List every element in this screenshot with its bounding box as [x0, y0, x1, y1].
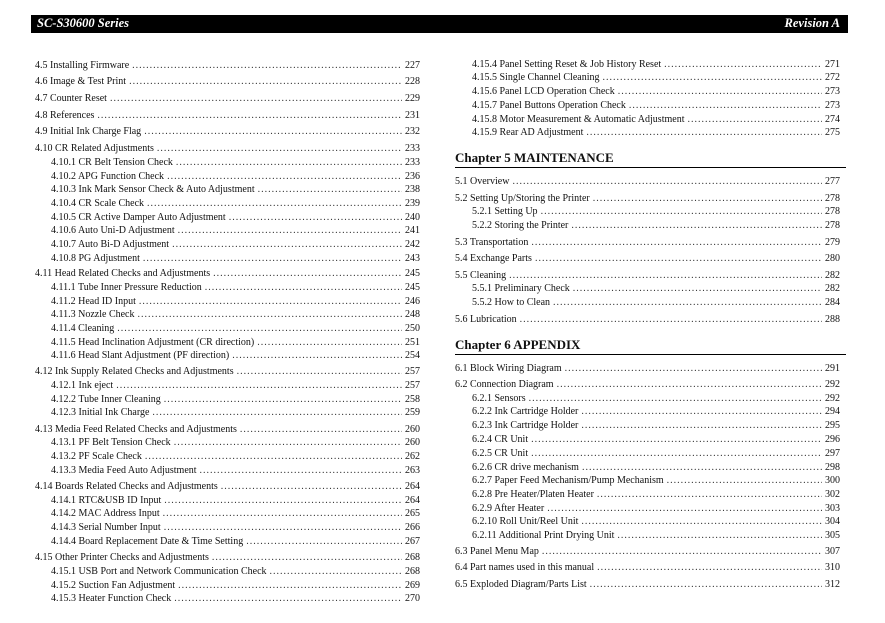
toc-dot-leader: [270, 566, 402, 578]
toc-entry-title: 4.14 Boards Related Checks and Adjustments: [35, 481, 218, 492]
toc-entry[interactable]: [51, 296, 420, 308]
toc-entry-title: 4.13 Media Feed Related Checks and Adjustments: [35, 424, 237, 435]
toc-dot-leader: [667, 475, 822, 487]
toc-entry-title: 4.14.2 MAC Address Input: [51, 508, 160, 519]
chapter-5-rule: [455, 167, 846, 168]
toc-entry-page-number: 272: [825, 72, 840, 83]
toc-dot-leader: [164, 522, 402, 534]
toc-entry-title: 4.10.4 CR Scale Check: [51, 198, 145, 209]
toc-entry-title: 4.11.3 Nozzle Check: [51, 309, 135, 320]
toc-dot-leader: [200, 465, 402, 477]
toc-entry-page-number: 246: [405, 296, 420, 307]
chapter-6-rule: [455, 354, 846, 355]
toc-entry-title: 6.5 Exploded Diagram/Parts List: [455, 579, 587, 590]
toc-entry-title: 6.1 Block Wiring Diagram: [455, 363, 562, 374]
toc-entry-title: 4.10.2 APG Function Check: [51, 171, 165, 182]
toc-entry-title: 4.13.1 PF Belt Tension Check: [51, 437, 171, 448]
toc-entry-title: 6.2.5 CR Unit: [472, 448, 529, 459]
toc-dot-leader: [212, 552, 402, 564]
toc-dot-leader: [246, 536, 402, 548]
toc-entry-title: 6.2.8 Pre Heater/Platen Heater: [472, 489, 594, 500]
toc-entry-title: 4.15.4 Panel Setting Reset & Job History Reset: [472, 59, 662, 70]
toc-entry[interactable]: [51, 437, 420, 449]
toc-entry-page-number: 264: [405, 481, 420, 492]
toc-dot-leader: [205, 282, 402, 294]
toc-entry-title: 6.3 Panel Menu Map: [455, 546, 539, 557]
toc-entry[interactable]: [455, 314, 840, 326]
toc-entry-title: 4.14.1 RTC&USB ID Input: [51, 495, 162, 506]
toc-entry-page-number: 278: [825, 206, 840, 217]
toc-dot-leader: [174, 593, 402, 605]
toc-dot-leader: [144, 126, 402, 138]
toc-dot-leader: [167, 171, 402, 183]
toc-entry[interactable]: [51, 566, 420, 578]
toc-entry-title: 5.2.1 Setting Up: [472, 206, 538, 217]
toc-dot-leader: [240, 424, 402, 436]
toc-entry[interactable]: [455, 546, 840, 558]
toc-entry-page-number: 260: [405, 424, 420, 435]
toc-entry[interactable]: [51, 536, 420, 548]
toc-dot-leader: [553, 297, 822, 309]
toc-entry-page-number: 257: [405, 380, 420, 391]
toc-dot-leader: [531, 237, 822, 249]
toc-entry-page-number: 262: [405, 451, 420, 462]
toc-entry[interactable]: [51, 212, 420, 224]
toc-dot-leader: [582, 462, 822, 474]
toc-dot-leader: [164, 394, 402, 406]
toc-entry[interactable]: [51, 225, 420, 237]
toc-entry-page-number: 233: [405, 157, 420, 168]
toc-entry-title: 4.14.3 Serial Number Input: [51, 522, 161, 533]
toc-entry-title: 4.15.7 Panel Buttons Operation Check: [472, 100, 626, 111]
toc-entry[interactable]: [35, 110, 420, 122]
toc-entry-title: 4.10 CR Related Adjustments: [35, 143, 154, 154]
toc-dot-leader: [573, 283, 822, 295]
toc-entry-page-number: 258: [405, 394, 420, 405]
toc-entry-title: 4.11.2 Head ID Input: [51, 296, 136, 307]
toc-dot-leader: [531, 434, 822, 446]
toc-dot-leader: [157, 143, 402, 155]
toc-dot-leader: [143, 253, 402, 265]
toc-entry[interactable]: [35, 60, 420, 72]
toc-dot-leader: [129, 76, 402, 88]
toc-entry[interactable]: [472, 114, 840, 126]
toc-entry-page-number: 275: [825, 127, 840, 138]
toc-entry-title: 4.11.4 Cleaning: [51, 323, 115, 334]
toc-entry-title: 4.15.8 Motor Measurement & Automatic Adjustment: [472, 114, 685, 125]
toc-entry[interactable]: [51, 157, 420, 169]
toc-entry-title: 4.12 Ink Supply Related Checks and Adjustments: [35, 366, 234, 377]
toc-entry-page-number: 282: [825, 270, 840, 281]
toc-entry-title: 6.4 Part names used in this manual: [455, 562, 595, 573]
toc-entry-title: 6.2.11 Additional Print Drying Unit: [472, 530, 615, 541]
toc-entry-page-number: 282: [825, 283, 840, 294]
toc-entry-page-number: 229: [405, 93, 420, 104]
toc-entry-page-number: 236: [405, 171, 420, 182]
toc-entry[interactable]: [35, 366, 420, 378]
toc-entry-title: 4.7 Counter Reset: [35, 93, 107, 104]
toc-entry-title: 5.4 Exchange Parts: [455, 253, 532, 264]
toc-entry-page-number: 310: [825, 562, 840, 573]
toc-entry-page-number: 307: [825, 546, 840, 557]
toc-entry-title: 4.11.1 Tube Inner Pressure Reduction: [51, 282, 202, 293]
toc-dot-leader: [138, 309, 403, 321]
toc-entry-page-number: 259: [405, 407, 420, 418]
toc-entry-title: 6.2 Connection Diagram: [455, 379, 554, 390]
toc-entry-page-number: 232: [405, 126, 420, 137]
toc-dot-leader: [257, 337, 402, 349]
toc-entry-page-number: 278: [825, 220, 840, 231]
toc-entry[interactable]: [455, 379, 840, 391]
toc-entry-title: 4.14.4 Board Replacement Date & Time Setting: [51, 536, 244, 547]
toc-dot-leader: [529, 393, 822, 405]
toc-entry-page-number: 245: [405, 268, 420, 279]
toc-entry[interactable]: [51, 350, 420, 362]
toc-entry-title: 4.10.7 Auto Bi-D Adjustment: [51, 239, 170, 250]
toc-entry-page-number: 295: [825, 420, 840, 431]
toc-dot-leader: [520, 314, 822, 326]
toc-entry[interactable]: [472, 462, 840, 474]
toc-dot-leader: [535, 253, 822, 265]
toc-entry[interactable]: [455, 270, 840, 282]
toc-entry[interactable]: [472, 406, 840, 418]
toc-entry[interactable]: [51, 337, 420, 349]
toc-entry[interactable]: [51, 171, 420, 183]
toc-entry-page-number: 274: [825, 114, 840, 125]
toc-entry-page-number: 228: [405, 76, 420, 87]
toc-entry-page-number: 296: [825, 434, 840, 445]
toc-entry[interactable]: [472, 489, 840, 501]
toc-entry-title: 4.15.6 Panel LCD Operation Check: [472, 86, 615, 97]
toc-entry-title: 4.15 Other Printer Checks and Adjustments: [35, 552, 209, 563]
toc-entry-page-number: 267: [405, 536, 420, 547]
toc-entry[interactable]: [455, 253, 840, 265]
toc-entry-title: 6.2.7 Paper Feed Mechanism/Pump Mechanism: [472, 475, 664, 486]
toc-entry[interactable]: [51, 394, 420, 406]
toc-entry-page-number: 303: [825, 503, 840, 514]
toc-entry-page-number: 273: [825, 86, 840, 97]
chapter-5-heading[interactable]: Chapter 5 MAINTENANCE: [455, 150, 614, 165]
toc-entry-title: 4.12.3 Initial Ink Charge: [51, 407, 150, 418]
toc-entry[interactable]: [51, 407, 420, 419]
toc-entry[interactable]: [472, 448, 840, 460]
toc-dot-leader: [139, 296, 402, 308]
toc-entry-title: 4.15.3 Heater Function Check: [51, 593, 172, 604]
toc-entry[interactable]: [51, 239, 420, 251]
toc-entry[interactable]: [51, 522, 420, 534]
toc-entry-page-number: 240: [405, 212, 420, 223]
toc-dot-leader: [232, 350, 402, 362]
toc-entry-title: 4.13.2 PF Scale Check: [51, 451, 142, 462]
toc-entry-page-number: 273: [825, 100, 840, 111]
toc-entry[interactable]: [51, 184, 420, 196]
toc-entry[interactable]: [472, 530, 840, 542]
toc-entry-title: 6.2.2 Ink Cartridge Holder: [472, 406, 579, 417]
toc-entry-title: 4.15.9 Rear AD Adjustment: [472, 127, 584, 138]
toc-entry-page-number: 257: [405, 366, 420, 377]
toc-entry-page-number: 277: [825, 176, 840, 187]
toc-dot-leader: [116, 380, 402, 392]
toc-entry-title: 6.2.1 Sensors: [472, 393, 526, 404]
toc-entry-page-number: 269: [405, 580, 420, 591]
toc-entry-title: 4.11.5 Head Inclination Adjustment (CR direction): [51, 337, 255, 348]
toc-entry-page-number: 227: [405, 60, 420, 71]
toc-entry-page-number: 297: [825, 448, 840, 459]
document-header: [31, 15, 848, 33]
toc-entry-title: 4.11.6 Head Slant Adjustment (PF direction): [51, 350, 230, 361]
toc-entry[interactable]: [51, 309, 420, 321]
toc-entry[interactable]: [472, 86, 840, 98]
toc-entry-title: 4.15.2 Suction Fan Adjustment: [51, 580, 176, 591]
toc-entry-page-number: 263: [405, 465, 420, 476]
toc-entry-title: 4.5 Installing Firmware: [35, 60, 130, 71]
toc-entry-page-number: 260: [405, 437, 420, 448]
toc-entry[interactable]: [51, 465, 420, 477]
toc-entry[interactable]: [51, 580, 420, 592]
toc-dot-leader: [132, 60, 402, 72]
toc-dot-leader: [178, 225, 402, 237]
toc-dot-leader: [178, 580, 402, 592]
toc-dot-leader: [687, 114, 822, 126]
toc-entry[interactable]: [35, 424, 420, 436]
toc-entry-title: 5.2.2 Storing the Printer: [472, 220, 569, 231]
toc-entry-title: 4.12.2 Tube Inner Cleaning: [51, 394, 161, 405]
toc-entry-title: 4.11 Head Related Checks and Adjustments: [35, 268, 211, 279]
toc-dot-leader: [221, 481, 402, 493]
chapter-6-heading[interactable]: Chapter 6 APPENDIX: [455, 337, 581, 352]
toc-entry[interactable]: [35, 481, 420, 493]
toc-entry-page-number: 288: [825, 314, 840, 325]
toc-entry[interactable]: [51, 323, 420, 335]
toc-entry-title: 4.10.3 Ink Mark Sensor Check & Auto Adjustment: [51, 184, 255, 195]
toc-entry[interactable]: [472, 503, 840, 515]
toc-entry-page-number: 241: [405, 225, 420, 236]
toc-entry-page-number: 302: [825, 489, 840, 500]
toc-entry-page-number: 268: [405, 552, 420, 563]
toc-dot-leader: [597, 562, 822, 574]
toc-entry[interactable]: [455, 237, 840, 249]
toc-entry-page-number: 294: [825, 406, 840, 417]
toc-entry-page-number: 238: [405, 184, 420, 195]
toc-entry[interactable]: [35, 268, 420, 280]
toc-dot-leader: [176, 157, 402, 169]
toc-entry[interactable]: [51, 451, 420, 463]
toc-dot-leader: [617, 530, 822, 542]
toc-entry[interactable]: [472, 206, 840, 218]
toc-dot-leader: [152, 407, 402, 419]
toc-entry-page-number: 268: [405, 566, 420, 577]
toc-entry-page-number: 278: [825, 193, 840, 204]
toc-dot-leader: [541, 206, 822, 218]
toc-dot-leader: [117, 323, 402, 335]
toc-entry-page-number: 305: [825, 530, 840, 541]
toc-dot-leader: [597, 489, 822, 501]
toc-dot-leader: [664, 59, 822, 71]
toc-entry[interactable]: [35, 93, 420, 105]
toc-dot-leader: [565, 363, 822, 375]
toc-dot-leader: [147, 198, 402, 210]
toc-entry-page-number: 266: [405, 522, 420, 533]
toc-entry-page-number: 265: [405, 508, 420, 519]
toc-entry-page-number: 264: [405, 495, 420, 506]
toc-entry[interactable]: [472, 516, 840, 528]
toc-dot-leader: [629, 100, 822, 112]
toc-entry-title: 4.13.3 Media Feed Auto Adjustment: [51, 465, 197, 476]
toc-entry-title: 5.1 Overview: [455, 176, 510, 187]
toc-entry-page-number: 280: [825, 253, 840, 264]
toc-dot-leader: [581, 406, 822, 418]
toc-entry[interactable]: [51, 380, 420, 392]
toc-entry-page-number: 292: [825, 379, 840, 390]
toc-dot-leader: [163, 508, 402, 520]
toc-entry-title: 6.2.9 After Heater: [472, 503, 545, 514]
toc-dot-leader: [213, 268, 402, 280]
toc-entry[interactable]: [455, 562, 840, 574]
toc-entry-page-number: 298: [825, 462, 840, 473]
toc-entry-page-number: 242: [405, 239, 420, 250]
toc-entry[interactable]: [455, 579, 840, 591]
toc-entry-page-number: 271: [825, 59, 840, 70]
toc-entry[interactable]: [455, 176, 840, 188]
toc-entry[interactable]: [51, 282, 420, 294]
toc-entry[interactable]: [51, 253, 420, 265]
toc-entry[interactable]: [35, 143, 420, 155]
toc-entry-title: 4.15.1 USB Port and Network Communication Check: [51, 566, 267, 577]
toc-entry-page-number: 251: [405, 337, 420, 348]
toc-entry-page-number: 243: [405, 253, 420, 264]
toc-entry[interactable]: [35, 76, 420, 88]
toc-entry[interactable]: [472, 434, 840, 446]
toc-entry-title: 6.2.4 CR Unit: [472, 434, 529, 445]
toc-entry-title: 5.5 Cleaning: [455, 270, 507, 281]
toc-entry-title: 4.10.8 PG Adjustment: [51, 253, 140, 264]
toc-entry[interactable]: [472, 475, 840, 487]
toc-entry-title: 4.8 References: [35, 110, 95, 121]
toc-dot-leader: [174, 437, 402, 449]
toc-dot-leader: [590, 579, 822, 591]
toc-entry-page-number: 291: [825, 363, 840, 374]
toc-dot-leader: [237, 366, 402, 378]
toc-entry[interactable]: [455, 363, 840, 375]
toc-entry[interactable]: [472, 283, 840, 295]
toc-dot-leader: [172, 239, 402, 251]
toc-entry-page-number: 245: [405, 282, 420, 293]
toc-entry[interactable]: [35, 126, 420, 138]
toc-entry-page-number: 239: [405, 198, 420, 209]
toc-entry-title: 4.10.6 Auto Uni-D Adjustment: [51, 225, 175, 236]
toc-entry-title: 5.6 Lubrication: [455, 314, 517, 325]
toc-dot-leader: [145, 451, 402, 463]
toc-entry-page-number: 233: [405, 143, 420, 154]
toc-dot-leader: [512, 176, 822, 188]
toc-entry-title: 6.2.6 CR drive mechanism: [472, 462, 579, 473]
toc-entry-page-number: 279: [825, 237, 840, 248]
toc-entry[interactable]: [51, 593, 420, 605]
toc-dot-leader: [110, 93, 402, 105]
toc-entry[interactable]: [472, 297, 840, 309]
toc-dot-leader: [509, 270, 822, 282]
toc-dot-leader: [581, 516, 822, 528]
toc-entry-title: 4.10.1 CR Belt Tension Check: [51, 157, 173, 168]
toc-entry[interactable]: [51, 495, 420, 507]
toc-dot-leader: [547, 503, 822, 515]
toc-dot-leader: [542, 546, 822, 558]
toc-entry[interactable]: [472, 72, 840, 84]
toc-entry-title: 4.9 Initial Ink Charge Flag: [35, 126, 142, 137]
toc-entry-page-number: 304: [825, 516, 840, 527]
toc-entry[interactable]: [472, 420, 840, 432]
toc-entry[interactable]: [472, 220, 840, 232]
toc-entry-title: 5.5.2 How to Clean: [472, 297, 551, 308]
toc-entry[interactable]: [35, 552, 420, 564]
toc-dot-leader: [531, 448, 822, 460]
toc-dot-leader: [258, 184, 402, 196]
header-model-name: SC-S30600 Series: [37, 16, 130, 30]
toc-entry-page-number: 312: [825, 579, 840, 590]
toc-dot-leader: [571, 220, 822, 232]
toc-entry-title: 4.6 Image & Test Print: [35, 76, 127, 87]
toc-entry[interactable]: [472, 59, 840, 71]
toc-entry-page-number: 250: [405, 323, 420, 334]
toc-entry-page-number: 231: [405, 110, 420, 121]
toc-entry[interactable]: [51, 508, 420, 520]
toc-dot-leader: [97, 110, 402, 122]
toc-dot-leader: [164, 495, 402, 507]
toc-entry-page-number: 248: [405, 309, 420, 320]
toc-entry-page-number: 300: [825, 475, 840, 486]
toc-entry-title: 5.3 Transportation: [455, 237, 529, 248]
toc-dot-leader: [557, 379, 822, 391]
toc-entry-page-number: 284: [825, 297, 840, 308]
toc-entry-title: 6.2.3 Ink Cartridge Holder: [472, 420, 579, 431]
toc-entry-title: 6.2.10 Roll Unit/Reel Unit: [472, 516, 579, 527]
toc-dot-leader: [586, 127, 822, 139]
toc-entry-title: 4.10.5 CR Active Damper Auto Adjustment: [51, 212, 226, 223]
toc-entry-title: 5.5.1 Preliminary Check: [472, 283, 570, 294]
toc-entry-page-number: 254: [405, 350, 420, 361]
toc-dot-leader: [593, 193, 822, 205]
toc-entry[interactable]: [472, 127, 840, 139]
toc-entry[interactable]: [472, 393, 840, 405]
toc-entry[interactable]: [455, 193, 840, 205]
toc-entry[interactable]: [51, 198, 420, 210]
toc-dot-leader: [581, 420, 822, 432]
toc-entry-title: 4.15.5 Single Channel Cleaning: [472, 72, 600, 83]
toc-dot-leader: [229, 212, 402, 224]
toc-dot-leader: [603, 72, 823, 84]
toc-entry[interactable]: [472, 100, 840, 112]
toc-entry-page-number: 292: [825, 393, 840, 404]
toc-dot-leader: [618, 86, 822, 98]
toc-entry-title: 5.2 Setting Up/Storing the Printer: [455, 193, 590, 204]
toc-entry-page-number: 270: [405, 593, 420, 604]
header-revision: Revision A: [784, 16, 840, 30]
toc-entry-title: 4.12.1 Ink eject: [51, 380, 114, 391]
